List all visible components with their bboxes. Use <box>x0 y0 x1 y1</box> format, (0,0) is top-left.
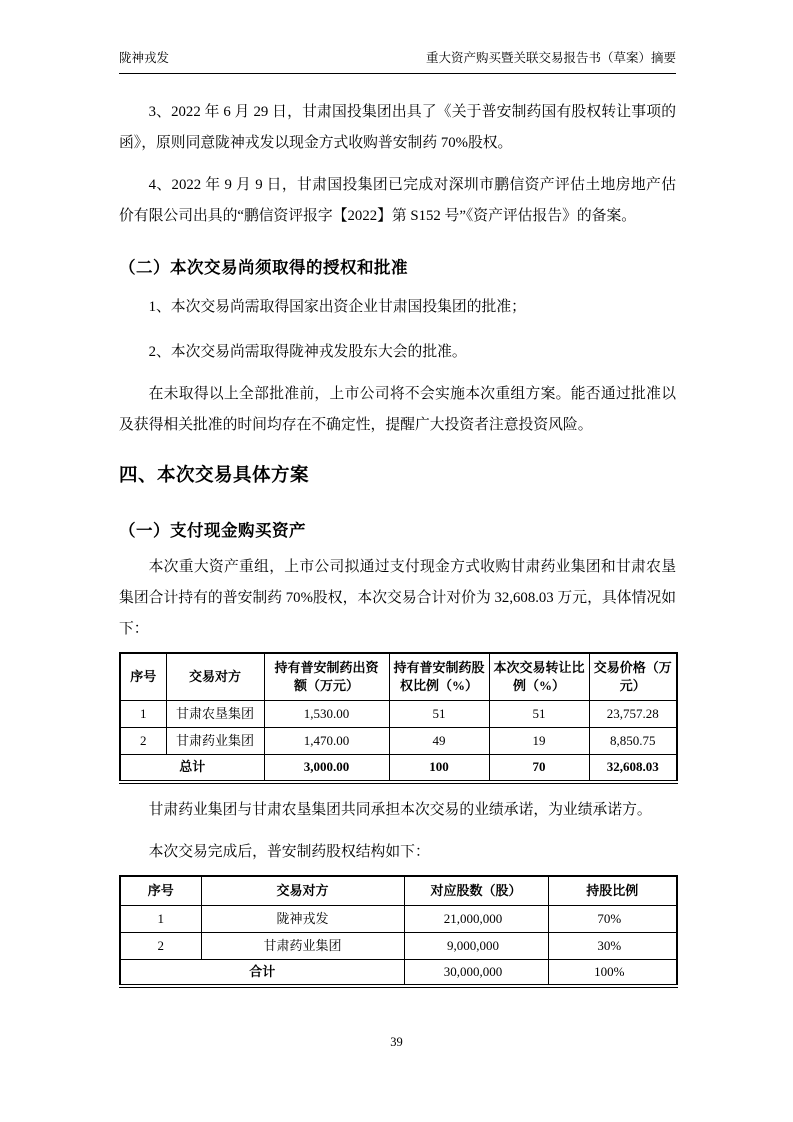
col-header-transfer-ratio: 本次交易转让比例（%） <box>489 653 589 701</box>
list-item-approval-1: 1、本次交易尚需取得国家出资企业甘肃国投集团的批准； <box>148 299 526 315</box>
col-header-counterparty: 交易对方 <box>166 653 264 701</box>
heading-chapter-4-plan: 四、本次交易具体方案 <box>119 464 310 485</box>
col-header-index: 序号 <box>120 876 201 906</box>
cell-counterparty: 陇神戎发 <box>201 905 404 932</box>
cell-equity-ratio: 49 <box>389 728 489 755</box>
cell-total-label: 总计 <box>120 755 264 782</box>
heading-section-2-authorizations: （二）本次交易尚须取得的授权和批准 <box>119 259 408 277</box>
paragraph-equity-structure-intro: 本次交易完成后，普安制药股权结构如下： <box>148 843 430 860</box>
cell-total-price: 32,608.03 <box>589 755 677 782</box>
col-header-price: 交易价格（万元） <box>589 653 677 701</box>
cell-total-shares: 30,000,000 <box>404 959 548 986</box>
cell-total-equity-ratio: 100 <box>389 755 489 782</box>
table-row <box>120 701 677 728</box>
page-number: 39 <box>390 1035 403 1049</box>
cell-transfer-ratio: 51 <box>489 701 589 728</box>
paragraph-risk-notice: 在未取得以上全部批准前，上市公司将不会实施本次重组方案。能否通过批准以及获得相关批准的时间均存在不确定性，提醒广大投资者注意投资风险。 <box>119 386 676 433</box>
heading-section-4-1-cash-purchase: （一）支付现金购买资产 <box>119 522 306 540</box>
col-header-index: 序号 <box>120 653 166 701</box>
cell-price: 23,757.28 <box>589 701 677 728</box>
cell-price: 8,850.75 <box>589 728 677 755</box>
cell-index: 1 <box>120 701 166 728</box>
running-header <box>119 48 676 74</box>
paragraph-performance-commitment: 甘肃药业集团与甘肃农垦集团共同承担本次交易的业绩承诺，为业绩承诺方。 <box>148 801 652 818</box>
header-company-name: 陇神戎发 <box>119 51 170 65</box>
paragraph-deal-summary: 本次重大资产重组，上市公司拟通过支付现金方式收购甘肃药业集团和甘肃农垦集团合计持有的普安制药 70%股权，本次交易合计对价为 32,608.03 万元，具体情况如下： <box>119 559 676 637</box>
cell-shares: 9,000,000 <box>404 932 548 959</box>
paragraph-approval-item-3: 3、2022 年 6 月 29 日，甘肃国投集团出具了《关于普安制药国有股权转让事项的函》，原则同意陇神戎发以现金方式收购普安制药 70%股权。 <box>119 104 676 151</box>
cell-capital: 1,470.00 <box>264 728 389 755</box>
table-header-row <box>120 876 677 906</box>
equity-structure-table <box>119 875 678 989</box>
col-header-shares: 对应股数（股） <box>404 876 548 906</box>
header-document-title: 重大资产购买暨关联交易报告书（草案）摘要 <box>425 51 676 65</box>
cell-transfer-ratio: 19 <box>489 728 589 755</box>
paragraph-approval-item-4: 4、2022 年 9 月 9 日，甘肃国投集团已完成对深圳市鹏信资产评估土地房地产估价有限公司出具的“鹏信资评报字【2022】第 S152 号”《资产评估报告》的备案。 <box>119 177 676 224</box>
cell-index: 2 <box>120 932 201 959</box>
cell-counterparty: 甘肃药业集团 <box>166 728 264 755</box>
transaction-consideration-table <box>119 652 678 784</box>
cell-total-capital: 3,000.00 <box>264 755 389 782</box>
table-total-row <box>120 755 677 782</box>
cell-equity-ratio: 51 <box>389 701 489 728</box>
table-total-row <box>120 959 677 986</box>
col-header-equity-ratio: 持有普安制药股权比例（%） <box>389 653 489 701</box>
col-header-holding-ratio: 持股比例 <box>548 876 677 906</box>
cell-total-transfer-ratio: 70 <box>489 755 589 782</box>
col-header-capital-contribution: 持有普安制药出资额（万元） <box>264 653 389 701</box>
cell-index: 1 <box>120 905 201 932</box>
cell-counterparty: 甘肃药业集团 <box>201 932 404 959</box>
cell-shares: 21,000,000 <box>404 905 548 932</box>
cell-counterparty: 甘肃农垦集团 <box>166 701 264 728</box>
table-row <box>120 728 677 755</box>
cell-index: 2 <box>120 728 166 755</box>
table-row <box>120 905 677 932</box>
cell-capital: 1,530.00 <box>264 701 389 728</box>
list-item-approval-2: 2、本次交易尚需取得陇神戎发股东大会的批准。 <box>148 344 467 360</box>
cell-holding-ratio: 70% <box>548 905 677 932</box>
cell-total-label: 合计 <box>120 959 404 986</box>
table-header-row <box>120 653 677 701</box>
col-header-counterparty: 交易对方 <box>201 876 404 906</box>
cell-holding-ratio: 30% <box>548 932 677 959</box>
table-row <box>120 932 677 959</box>
cell-total-holding-ratio: 100% <box>548 959 677 986</box>
